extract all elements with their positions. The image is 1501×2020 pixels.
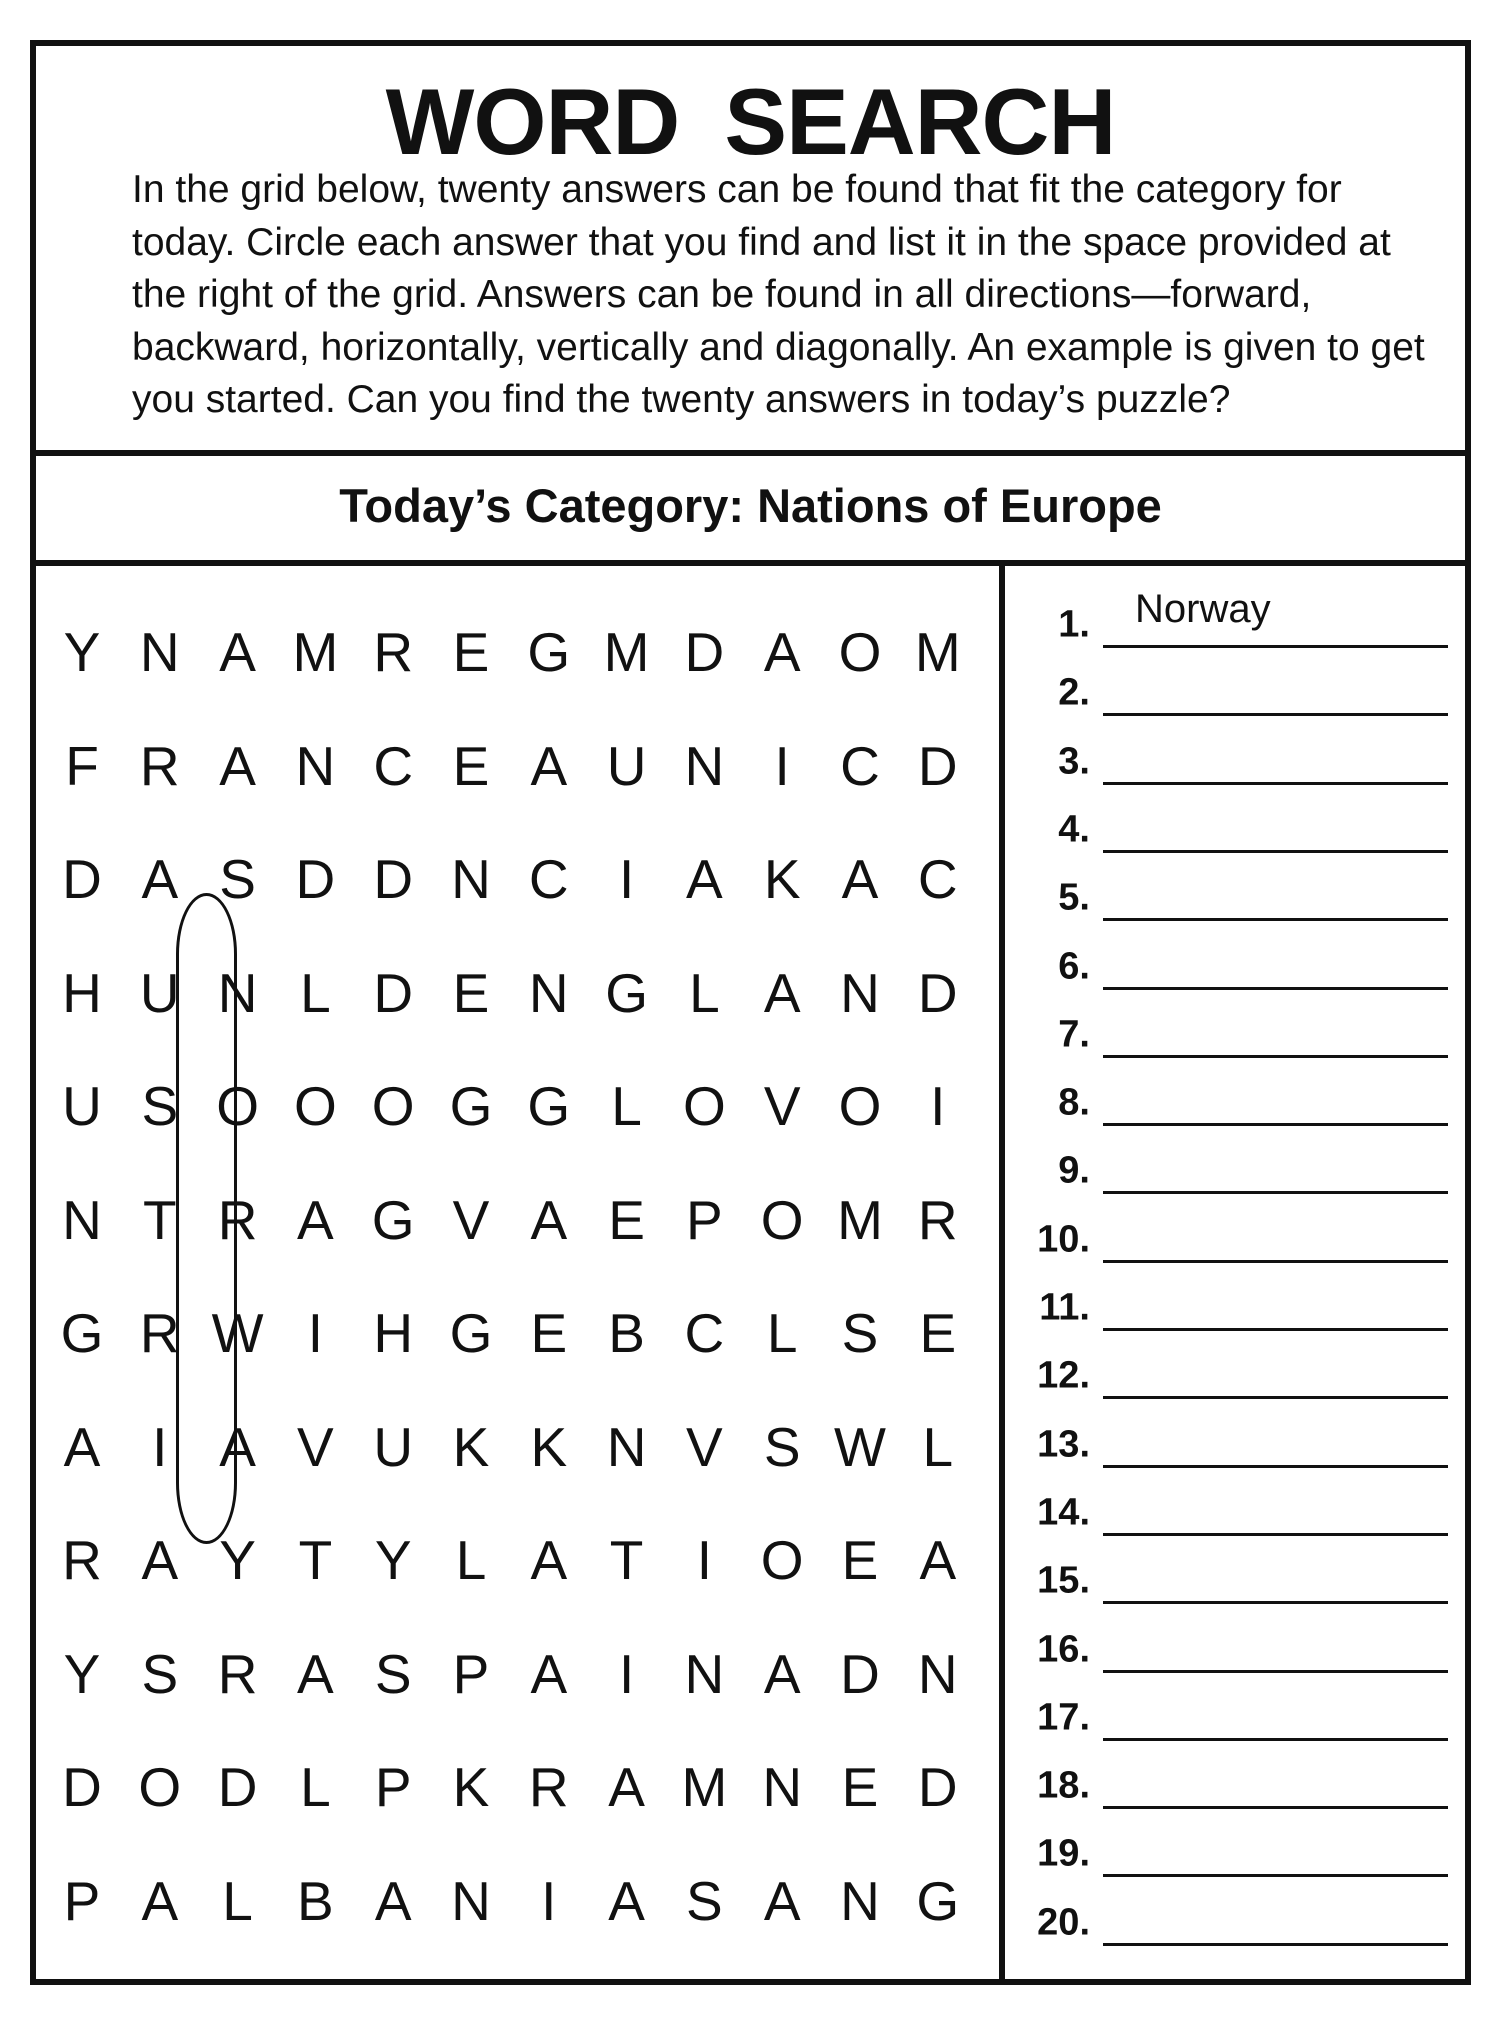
answer-number: 20. [1037, 1901, 1090, 1944]
grid-letter[interactable]: C [373, 734, 414, 797]
grid-letter[interactable]: S [841, 1302, 879, 1364]
grid-letter[interactable]: L [455, 1529, 487, 1591]
grid-letter[interactable]: I [307, 1302, 324, 1364]
answer-blank[interactable] [1103, 645, 1448, 648]
grid-letter[interactable]: A [219, 1415, 256, 1478]
grid-letter[interactable]: A [919, 1529, 957, 1591]
grid-letter[interactable]: E [452, 734, 490, 797]
grid-letter[interactable]: A [141, 848, 179, 910]
grid-letter[interactable]: N [451, 1869, 491, 1932]
answer-number: 11. [1039, 1286, 1090, 1329]
grid-letter[interactable]: N [606, 1415, 647, 1478]
answer-blank[interactable] [1103, 1123, 1448, 1126]
grid-letter[interactable]: I [930, 1075, 946, 1137]
answer-number: 19. [1037, 1832, 1090, 1875]
answer-number: 5. [1058, 876, 1090, 919]
grid-letter[interactable]: E [841, 1529, 879, 1591]
grid-letter[interactable]: T [142, 1188, 177, 1251]
grid-letter[interactable]: D [295, 848, 336, 910]
grid-letter[interactable]: E [530, 1302, 568, 1364]
grid-letter[interactable]: N [840, 1869, 880, 1932]
grid-letter[interactable]: N [840, 961, 880, 1024]
answer-number: 18. [1037, 1764, 1090, 1807]
grid-letter[interactable]: G [449, 1075, 493, 1137]
grid-letter[interactable]: R [373, 621, 414, 683]
grid-letter[interactable]: U [62, 1075, 102, 1137]
grid-letter[interactable]: I [618, 848, 635, 910]
grid-letter[interactable]: N [295, 734, 336, 797]
grid-letter[interactable]: N [139, 621, 180, 683]
grid-letter[interactable]: U [139, 961, 180, 1024]
grid-letter[interactable]: G [371, 1188, 415, 1251]
page-title: WORD SEARCH [385, 69, 1116, 174]
grid-letter[interactable]: P [374, 1756, 412, 1818]
grid-letter[interactable]: F [65, 734, 99, 797]
answer-blank[interactable] [1103, 1670, 1448, 1673]
grid-letter[interactable]: V [297, 1415, 334, 1478]
grid-letter[interactable]: Y [63, 621, 101, 683]
grid-letter[interactable]: S [686, 1869, 723, 1932]
answer-blank[interactable] [1103, 1328, 1448, 1331]
grid-letter[interactable]: M [603, 621, 650, 683]
grid-letter[interactable]: N [762, 1756, 803, 1818]
answer-blank[interactable] [1103, 713, 1448, 716]
grid-letter[interactable]: A [530, 1642, 568, 1705]
answer-number: 3. [1058, 740, 1090, 783]
grid-letter[interactable]: I [696, 1529, 713, 1591]
grid-letter[interactable]: R [528, 1756, 569, 1818]
grid-letter[interactable]: I [152, 1415, 168, 1478]
grid-letter[interactable]: O [294, 1075, 337, 1137]
grid-letter[interactable]: M [914, 621, 961, 683]
answer-number: 12. [1037, 1354, 1090, 1397]
grid-letter[interactable]: A [374, 1869, 412, 1932]
grid-letter[interactable]: E [841, 1756, 879, 1818]
grid-letter[interactable]: O [760, 1188, 804, 1251]
answer-blank[interactable] [1103, 1738, 1448, 1741]
answer-blank[interactable] [1103, 1260, 1448, 1263]
grid-letter[interactable]: A [530, 1529, 568, 1591]
grid-letter[interactable]: A [141, 1869, 179, 1932]
grid-letter[interactable]: G [527, 621, 571, 683]
answer-number: 9. [1058, 1149, 1090, 1192]
grid-letter[interactable]: O [138, 1756, 182, 1818]
grid-letter[interactable]: D [840, 1642, 880, 1705]
grid-letter[interactable]: R [217, 1188, 258, 1251]
grid-letter[interactable]: A [763, 621, 801, 683]
answer-blank[interactable] [1103, 1806, 1448, 1809]
grid-letter[interactable]: H [62, 961, 102, 1024]
grid-letter[interactable]: W [211, 1302, 264, 1364]
grid-letter[interactable]: N [917, 1642, 958, 1705]
grid-letter[interactable]: S [141, 1075, 179, 1137]
grid-letter[interactable]: E [919, 1302, 957, 1364]
grid-letter[interactable]: S [374, 1642, 412, 1705]
grid-letter[interactable]: B [608, 1302, 645, 1364]
answer-number: 17. [1037, 1696, 1090, 1739]
answer-number: 4. [1058, 808, 1090, 851]
grid-letter[interactable]: A [63, 1415, 101, 1478]
answer-number: 13. [1037, 1423, 1090, 1466]
grid-letter[interactable]: O [683, 1075, 726, 1137]
grid-letter[interactable]: N [217, 961, 258, 1024]
grid-letter[interactable]: S [141, 1642, 179, 1705]
grid-letter[interactable]: D [373, 961, 414, 1024]
grid-letter[interactable]: U [373, 1415, 414, 1478]
grid-letter[interactable]: R [917, 1188, 958, 1251]
grid-letter[interactable]: K [763, 848, 801, 910]
grid-letter[interactable]: C [917, 848, 958, 910]
answer-blank[interactable] [1103, 1874, 1448, 1877]
answer-blank[interactable] [1103, 1055, 1448, 1058]
grid-letter[interactable]: T [298, 1529, 333, 1591]
grid-letter[interactable]: A [763, 961, 801, 1024]
category-label: Today’s Category: Nations of Europe [339, 478, 1162, 532]
grid-letter[interactable]: L [611, 1075, 642, 1137]
grid-letter[interactable]: C [528, 848, 569, 910]
answer-number: 7. [1058, 1013, 1090, 1056]
grid-letter[interactable]: E [608, 1188, 645, 1251]
grid-letter[interactable]: D [917, 1756, 958, 1818]
grid-letter[interactable]: O [760, 1529, 804, 1591]
grid-letter[interactable]: A [763, 1869, 801, 1932]
grid-letter[interactable]: D [373, 848, 414, 910]
answer-text: Norway [1135, 587, 1271, 631]
answer-number: 6. [1058, 945, 1090, 987]
grid-letter[interactable]: D [917, 961, 958, 1024]
grid-letter[interactable]: W [834, 1415, 886, 1478]
grid-letter[interactable]: K [452, 1756, 490, 1818]
grid-letter[interactable]: A [219, 734, 256, 797]
grid-letter[interactable]: A [763, 1642, 801, 1705]
grid-letter[interactable]: R [139, 1302, 180, 1364]
grid-letter[interactable]: L [922, 1415, 954, 1478]
grid-letter[interactable]: S [763, 1415, 801, 1478]
grid-letter[interactable]: I [541, 1869, 557, 1932]
grid-letter[interactable]: L [222, 1869, 253, 1932]
grid-letter[interactable]: V [686, 1415, 723, 1478]
grid-letter[interactable]: M [681, 1756, 728, 1818]
grid-letter[interactable]: K [452, 1415, 490, 1478]
grid-letter[interactable]: N [62, 1188, 102, 1251]
grid-letter[interactable]: R [62, 1529, 102, 1591]
answer-number: 2. [1058, 671, 1090, 714]
answer-number: 14. [1037, 1491, 1090, 1534]
grid-letter[interactable]: T [609, 1529, 644, 1591]
grid-letter[interactable]: O [838, 621, 882, 683]
answer-blank[interactable] [1103, 987, 1448, 990]
answer-blank[interactable] [1103, 1943, 1448, 1946]
category-bar [36, 456, 1465, 566]
grid-letter[interactable]: P [686, 1188, 723, 1251]
grid-letter[interactable]: G [605, 961, 648, 1024]
grid-letter[interactable]: V [763, 1075, 801, 1137]
grid-letter[interactable]: U [606, 734, 647, 797]
answer-blank[interactable] [1103, 1601, 1448, 1604]
grid-letter[interactable]: A [530, 1188, 568, 1251]
answer-blank[interactable] [1103, 1396, 1448, 1399]
grid-letter[interactable]: N [528, 961, 569, 1024]
grid-letter[interactable]: B [297, 1869, 334, 1932]
grid-letter[interactable]: I [618, 1642, 635, 1705]
answer-number: 8. [1058, 1081, 1090, 1124]
grid-letter[interactable]: G [449, 1302, 493, 1364]
grid-letter[interactable]: D [917, 734, 958, 797]
grid-letter[interactable]: N [451, 848, 491, 910]
example-answer-circle [176, 893, 237, 1544]
answer-blank[interactable] [1103, 782, 1448, 785]
grid-letter[interactable]: S [219, 848, 256, 910]
grid-letter[interactable]: L [689, 961, 720, 1024]
answer-blank[interactable] [1103, 1465, 1448, 1468]
answer-number: 1. [1058, 603, 1090, 646]
answer-number: 15. [1037, 1559, 1090, 1602]
grid-letter[interactable]: P [63, 1869, 101, 1932]
grid-letter[interactable]: A [841, 848, 879, 910]
grid-letter[interactable]: D [62, 1756, 102, 1818]
column-divider [999, 566, 1005, 1985]
instructions-text: In the grid below, twenty answers can be found that fit the category for today. Circle each answer that you find and list it in the space provided at the right of the grid. Answers can be found in all directions—forward, backward, horizontally, vertically and diagonally. An example is given to get you started. Can you find the twenty answers in today’s puzzle? [132, 168, 1425, 421]
grid-letter[interactable]: N [684, 734, 725, 797]
answer-number: 10. [1037, 1218, 1090, 1261]
grid-letter[interactable]: D [217, 1756, 258, 1818]
grid-letter[interactable]: A [219, 621, 256, 683]
grid-letter[interactable]: O [216, 1075, 259, 1137]
grid-letter[interactable]: R [139, 734, 180, 797]
grid-letter[interactable]: C [840, 734, 880, 797]
grid-letter[interactable]: A [297, 1188, 334, 1251]
grid-letter[interactable]: A [686, 848, 723, 910]
grid-letter[interactable]: A [608, 1756, 645, 1818]
grid-letter[interactable]: E [452, 621, 490, 683]
answer-blank[interactable] [1103, 1191, 1448, 1194]
answer-blank[interactable] [1103, 918, 1448, 921]
grid-letter[interactable]: G [916, 1869, 960, 1932]
grid-letter[interactable]: D [62, 848, 102, 910]
grid-letter[interactable]: A [297, 1642, 334, 1705]
grid-letter[interactable]: G [60, 1302, 104, 1364]
grid-letter[interactable]: P [452, 1642, 490, 1705]
grid-letter[interactable]: C [684, 1302, 725, 1364]
grid-letter[interactable]: A [141, 1529, 179, 1591]
grid-letter[interactable]: M [837, 1188, 883, 1251]
grid-letter[interactable]: L [766, 1302, 798, 1364]
grid-letter[interactable]: E [452, 961, 490, 1024]
grid-letter[interactable]: N [684, 1642, 725, 1705]
grid-letter[interactable]: A [608, 1869, 645, 1932]
grid-letter[interactable]: G [527, 1075, 571, 1137]
grid-letter[interactable]: Y [374, 1529, 412, 1591]
grid-letter[interactable]: M [292, 621, 339, 683]
grid-letter[interactable]: I [774, 734, 790, 797]
grid-letter[interactable]: Y [219, 1529, 256, 1591]
grid-letter[interactable]: L [300, 1756, 331, 1818]
grid-letter[interactable]: D [684, 621, 725, 683]
grid-letter[interactable]: Y [63, 1642, 101, 1705]
grid-letter[interactable]: O [371, 1075, 415, 1137]
grid-letter[interactable]: R [217, 1642, 258, 1705]
grid-letter[interactable]: A [530, 734, 568, 797]
answer-blank[interactable] [1103, 1533, 1448, 1536]
grid-letter[interactable]: V [452, 1188, 490, 1251]
grid-letter[interactable]: O [838, 1075, 882, 1137]
grid-letter[interactable]: K [530, 1415, 568, 1478]
grid-letter[interactable]: L [300, 961, 331, 1024]
grid-letter[interactable]: H [373, 1302, 414, 1364]
answer-blank[interactable] [1103, 850, 1448, 853]
answer-number: 16. [1037, 1628, 1090, 1670]
header-section [36, 46, 1465, 456]
